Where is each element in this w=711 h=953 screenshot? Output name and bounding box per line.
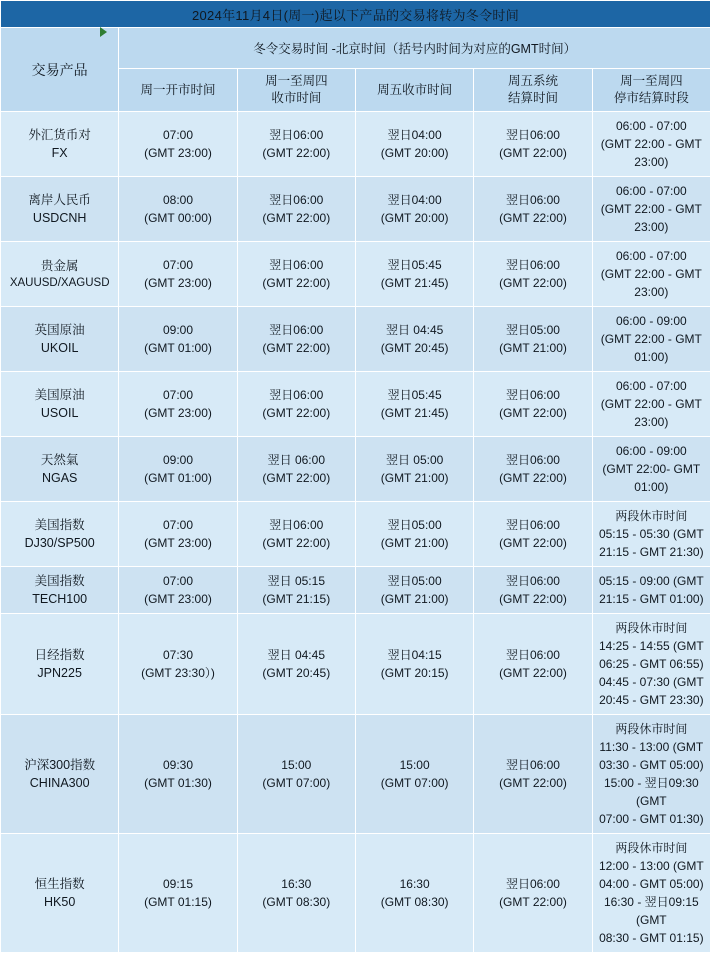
row-fri-settle xyxy=(474,715,592,834)
row-mon-open-l2: (GMT 00:00) xyxy=(144,211,212,225)
row-close xyxy=(237,567,355,614)
row-product-l1: 沪深300指数 xyxy=(24,758,96,773)
row-fri-close xyxy=(355,177,473,242)
row-fri-close-l2: (GMT 08:30) xyxy=(380,895,449,910)
row-product xyxy=(1,437,119,502)
row-close xyxy=(237,715,355,834)
row-break-l1: 06:00 - 07:00 xyxy=(615,379,687,393)
row-close-l2: (GMT 20:45) xyxy=(262,666,331,681)
row-break xyxy=(592,112,710,177)
row-mon-open xyxy=(119,614,237,715)
row-break-l1: 06:00 - 07:00 xyxy=(615,249,687,263)
row-fri-settle-l2: (GMT 22:00) xyxy=(499,776,567,791)
row-product-l1: 恒生指数 xyxy=(34,877,85,892)
row-mon-open-l2: (GMT 01:00) xyxy=(144,341,212,355)
row-break xyxy=(592,177,710,242)
row-product-l2: NGAS xyxy=(41,471,78,485)
row-close-l2: (GMT 21:15) xyxy=(262,592,331,607)
row-product-l1: 天然氣 xyxy=(40,452,79,467)
row-mon-open-l1: 09:30 xyxy=(162,758,193,773)
row-fri-close xyxy=(355,834,473,953)
row-mon-open-l2: (GMT 01:30) xyxy=(144,776,212,791)
row-break-l5: 08:30 - GMT 01:15) xyxy=(599,931,704,946)
row-mon-open-l1: 09:00 xyxy=(162,453,193,467)
row-break-l1: 06:00 - 07:00 xyxy=(615,119,687,133)
row-close-l1: 15:00 xyxy=(281,758,312,773)
row-fri-close-l1: 翌日04:15 xyxy=(387,648,442,663)
row-fri-close-l1: 翌日05:00 xyxy=(387,518,442,532)
row-fri-close-l1: 16:30 xyxy=(399,877,430,892)
row-close-l1: 翌日06:00 xyxy=(269,323,324,337)
row-fri-settle xyxy=(474,372,592,437)
row-mon-open-l2: (GMT 01:00) xyxy=(144,471,212,485)
row-product xyxy=(1,502,119,567)
table-row xyxy=(1,567,711,614)
row-product-l2: UKOIL xyxy=(40,341,79,355)
row-fri-close-l1: 翌日04:00 xyxy=(387,193,442,207)
row-break-l4: 16:30 - 翌日09:15 (GMT xyxy=(603,895,699,928)
row-break-l5: 07:00 - GMT 01:30) xyxy=(599,812,704,827)
row-break-l3: 03:30 - GMT 05:00) xyxy=(599,758,704,773)
header-col-break-l2: 停市结算时段 xyxy=(613,91,689,105)
row-break-l2: (GMT 22:00 - GMT 23:00) xyxy=(600,267,702,299)
row-product-l1: 美国原油 xyxy=(34,387,85,402)
row-break-l1: 两段休市时间 xyxy=(615,841,688,856)
row-product xyxy=(1,177,119,242)
row-close-l2: (GMT 22:00) xyxy=(262,341,331,355)
table-row xyxy=(1,242,711,307)
row-fri-settle-l1: 翌日06:00 xyxy=(505,388,560,402)
row-fri-close-l2: (GMT 21:00) xyxy=(380,471,449,485)
row-fri-settle-l1: 翌日06:00 xyxy=(505,574,560,589)
row-fri-close xyxy=(355,567,473,614)
row-close-l2: (GMT 22:00) xyxy=(262,406,331,420)
row-product-l1: 美国指数 xyxy=(34,574,85,588)
row-break-l3: 21:15 - GMT 21:30) xyxy=(599,545,704,559)
row-mon-open xyxy=(119,502,237,567)
row-mon-open-l2: (GMT 01:15) xyxy=(144,895,212,910)
row-fri-close-l2: (GMT 20:00) xyxy=(380,211,449,225)
header-col-break xyxy=(592,69,710,112)
row-fri-settle-l2: (GMT 22:00) xyxy=(499,592,567,607)
row-mon-open-l2: (GMT 23:00) xyxy=(144,146,212,160)
row-fri-settle xyxy=(474,834,592,953)
row-close xyxy=(237,834,355,953)
row-fri-settle xyxy=(474,437,592,502)
row-fri-settle-l2: (GMT 22:00) xyxy=(499,406,567,420)
row-fri-close xyxy=(355,502,473,567)
row-break-l4: 15:00 - 翌日09:30 (GMT xyxy=(603,776,699,809)
row-fri-settle xyxy=(474,177,592,242)
row-fri-close-l2: (GMT 21:45) xyxy=(380,276,449,290)
header-product-column: 交易产品 xyxy=(1,28,119,112)
header-col-break-l1: 周一至周四 xyxy=(620,74,683,89)
row-fri-settle-l1: 翌日06:00 xyxy=(505,193,560,207)
row-mon-open xyxy=(119,307,237,372)
row-product-l1: 美国指数 xyxy=(34,517,85,532)
row-close-l1: 翌日06:00 xyxy=(269,388,324,402)
row-fri-settle-l1: 翌日06:00 xyxy=(505,258,560,272)
row-fri-settle xyxy=(474,502,592,567)
row-mon-open xyxy=(119,715,237,834)
row-product-l2: FX xyxy=(51,146,68,160)
header-col-fri-settle-l2: 结算时间 xyxy=(507,91,558,105)
row-product xyxy=(1,242,119,307)
table-row xyxy=(1,502,711,567)
row-mon-open-l2: (GMT 23:00) xyxy=(144,592,212,607)
header-col-close-l1: 周一至周四 xyxy=(265,74,328,89)
row-close-l2: (GMT 08:30) xyxy=(262,895,331,910)
row-mon-open-l1: 09:00 xyxy=(162,323,193,337)
green-marker-icon xyxy=(100,27,107,37)
row-mon-open xyxy=(119,567,237,614)
row-product xyxy=(1,715,119,834)
row-break-l2: (GMT 22:00 - GMT 01:00) xyxy=(600,332,702,364)
row-break-l2: (GMT 22:00- GMT 01:00) xyxy=(602,462,701,494)
row-fri-settle-l2: (GMT 22:00) xyxy=(499,276,567,290)
row-mon-open-l2: (GMT 23:00) xyxy=(144,276,212,290)
row-fri-close xyxy=(355,715,473,834)
row-break xyxy=(592,242,710,307)
row-close xyxy=(237,112,355,177)
row-fri-close-l2: (GMT 20:00) xyxy=(380,146,449,160)
row-mon-open-l1: 07:00 xyxy=(162,518,193,532)
row-fri-close xyxy=(355,112,473,177)
row-fri-close-l1: 翌日04:00 xyxy=(387,128,442,142)
row-mon-open xyxy=(119,242,237,307)
row-fri-close-l1: 翌日 04:45 xyxy=(385,323,444,337)
row-mon-open xyxy=(119,372,237,437)
row-close xyxy=(237,242,355,307)
row-mon-open xyxy=(119,437,237,502)
row-break xyxy=(592,437,710,502)
row-break-l2: 14:25 - 14:55 (GMT xyxy=(598,639,704,654)
row-fri-settle-l2: (GMT 22:00) xyxy=(499,536,567,550)
header-band-label: 冬令交易时间 -北京时间（括号内时间为对应的GMT时间） xyxy=(119,28,711,69)
row-fri-close-l2: (GMT 21:00) xyxy=(380,536,449,550)
row-fri-close-l1: 15:00 xyxy=(399,758,430,773)
row-break-l2: (GMT 22:00 - GMT 23:00) xyxy=(600,202,702,234)
row-close-l2: (GMT 22:00) xyxy=(262,276,331,290)
row-mon-open-l1: 09:15 xyxy=(162,877,193,892)
row-mon-open xyxy=(119,112,237,177)
row-break xyxy=(592,567,710,614)
row-product-l2: CHINA300 xyxy=(29,776,90,791)
row-close-l1: 翌日06:00 xyxy=(269,128,324,142)
row-break xyxy=(592,715,710,834)
row-fri-settle-l1: 翌日06:00 xyxy=(505,518,560,532)
row-close-l1: 翌日 06:00 xyxy=(267,453,325,467)
row-product-l2: USOIL xyxy=(40,406,79,420)
row-product xyxy=(1,834,119,953)
row-close xyxy=(237,177,355,242)
table-row xyxy=(1,177,711,242)
header-col-fri-close xyxy=(355,69,473,112)
row-mon-open-l1: 07:00 xyxy=(162,128,193,142)
row-product-l2: JPN225 xyxy=(37,666,82,681)
row-product xyxy=(1,614,119,715)
row-fri-settle-l2: (GMT 22:00) xyxy=(499,471,567,485)
row-close-l1: 翌日 05:15 xyxy=(267,574,325,589)
row-fri-close xyxy=(355,614,473,715)
row-mon-open xyxy=(119,177,237,242)
title-row xyxy=(1,1,711,28)
row-mon-open-l1: 07:30 xyxy=(162,648,193,663)
row-fri-close xyxy=(355,242,473,307)
row-close xyxy=(237,372,355,437)
row-break-l3: 04:00 - GMT 05:00) xyxy=(599,877,704,892)
row-fri-close-l2: (GMT 07:00) xyxy=(380,776,449,791)
row-mon-open-l1: 08:00 xyxy=(162,193,193,207)
row-mon-open-l1: 07:00 xyxy=(162,258,193,272)
row-break-l1: 05:15 - 09:00 (GMT xyxy=(598,574,704,589)
row-break-l2: 12:00 - 13:00 (GMT xyxy=(598,859,704,874)
header-col-mon-open-l1: 周一开市时间 xyxy=(140,82,216,97)
row-break xyxy=(592,834,710,953)
row-fri-close-l1: 翌日05:45 xyxy=(387,258,442,272)
row-fri-settle-l2: (GMT 22:00) xyxy=(499,211,567,225)
row-break-l2: 05:15 - 05:30 (GMT xyxy=(598,527,704,541)
row-fri-close-l1: 翌日 05:00 xyxy=(385,453,444,467)
row-product-l2: HK50 xyxy=(44,895,76,910)
row-close-l2: (GMT 07:00) xyxy=(262,776,331,791)
header-col-fri-settle-l1: 周五系统 xyxy=(507,74,558,89)
row-break-l4: 04:45 - 07:30 (GMT xyxy=(598,675,704,690)
row-break-l2: 11:30 - 13:00 (GMT xyxy=(599,740,704,755)
row-break xyxy=(592,307,710,372)
row-break xyxy=(592,502,710,567)
row-product xyxy=(1,112,119,177)
row-product xyxy=(1,307,119,372)
row-mon-open-l2: (GMT 23:00) xyxy=(144,536,212,550)
row-close xyxy=(237,307,355,372)
row-product-l1: 贵金属 xyxy=(40,258,79,273)
header-band-row xyxy=(1,28,711,69)
row-mon-open-l1: 07:00 xyxy=(162,574,193,589)
row-fri-settle-l1: 翌日06:00 xyxy=(505,128,560,142)
row-product-l1: 离岸人民币 xyxy=(28,192,91,207)
row-break-l1: 两段休市时间 xyxy=(615,621,688,636)
row-product-l2: USDCNH xyxy=(32,211,87,225)
row-fri-close xyxy=(355,307,473,372)
row-break-l2: (GMT 22:00 - GMT 23:00) xyxy=(600,397,702,429)
row-break-l2: 21:15 - GMT 01:00) xyxy=(599,592,704,607)
table-row xyxy=(1,834,711,953)
row-close-l2: (GMT 22:00) xyxy=(262,471,331,485)
table-row xyxy=(1,112,711,177)
header-col-close xyxy=(237,69,355,112)
table-row xyxy=(1,437,711,502)
row-break xyxy=(592,372,710,437)
page-title: 2024年11月4日(周一)起以下产品的交易将转为冬令时间 xyxy=(1,1,711,28)
row-close-l1: 翌日 04:45 xyxy=(267,648,325,663)
row-fri-settle-l2: (GMT 22:00) xyxy=(499,666,567,681)
row-fri-close-l1: 翌日05:45 xyxy=(387,388,442,402)
row-close xyxy=(237,614,355,715)
row-fri-close-l1: 翌日05:00 xyxy=(387,574,442,589)
row-fri-settle xyxy=(474,112,592,177)
row-fri-close-l2: (GMT 21:00) xyxy=(380,592,449,607)
row-break-l2: (GMT 22:00 - GMT 23:00) xyxy=(600,137,702,169)
row-fri-close-l2: (GMT 20:15) xyxy=(380,666,449,681)
row-break-l1: 06:00 - 07:00 xyxy=(615,184,687,198)
row-fri-settle-l2: (GMT 22:00) xyxy=(499,895,567,910)
table-row xyxy=(1,372,711,437)
row-break-l1: 两段休市时间 xyxy=(615,509,688,523)
row-fri-settle-l2: (GMT 21:00) xyxy=(499,341,567,355)
row-break-l1: 06:00 - 09:00 xyxy=(615,444,687,458)
row-fri-close xyxy=(355,437,473,502)
row-close-l2: (GMT 22:00) xyxy=(262,211,331,225)
row-fri-settle-l1: 翌日06:00 xyxy=(505,648,560,663)
row-break-l1: 06:00 - 09:00 xyxy=(615,314,687,328)
row-close-l1: 翌日06:00 xyxy=(269,258,324,272)
row-product-l1: 英国原油 xyxy=(34,322,85,337)
row-fri-settle-l2: (GMT 22:00) xyxy=(499,146,567,160)
row-mon-open-l2: (GMT 23:30）) xyxy=(141,666,215,681)
row-fri-close-l2: (GMT 21:45) xyxy=(380,406,449,420)
row-fri-settle-l1: 翌日06:00 xyxy=(505,758,560,773)
row-mon-open-l2: (GMT 23:00) xyxy=(144,406,212,420)
row-fri-settle-l1: 翌日06:00 xyxy=(505,877,560,892)
row-fri-settle xyxy=(474,307,592,372)
row-fri-settle xyxy=(474,614,592,715)
table-row xyxy=(1,307,711,372)
row-product-l2: TECH100 xyxy=(32,592,88,607)
table-row xyxy=(1,614,711,715)
row-fri-close-l2: (GMT 20:45) xyxy=(380,341,449,355)
row-product-l2: XAUUSD/XAGUSD xyxy=(9,276,110,289)
header-col-fri-close-l1: 周五收市时间 xyxy=(377,82,453,97)
row-fri-settle xyxy=(474,567,592,614)
header-col-fri-settle xyxy=(474,69,592,112)
row-close xyxy=(237,437,355,502)
row-product xyxy=(1,567,119,614)
row-product-l2: DJ30/SP500 xyxy=(24,536,95,550)
row-close-l1: 16:30 xyxy=(281,877,312,892)
table-row xyxy=(1,715,711,834)
header-col-close-l2: 收市时间 xyxy=(271,91,322,105)
row-product-l1: 日经指数 xyxy=(34,648,85,663)
row-close-l1: 翌日06:00 xyxy=(269,193,324,207)
row-product xyxy=(1,372,119,437)
row-mon-open xyxy=(119,834,237,953)
row-fri-settle-l1: 翌日05:00 xyxy=(505,323,560,337)
row-close-l1: 翌日06:00 xyxy=(269,518,324,532)
row-fri-settle xyxy=(474,242,592,307)
row-break-l1: 两段休市时间 xyxy=(615,722,688,737)
row-fri-close xyxy=(355,372,473,437)
row-close xyxy=(237,502,355,567)
row-close-l2: (GMT 22:00) xyxy=(262,146,331,160)
row-mon-open-l1: 07:00 xyxy=(162,388,193,402)
row-close-l2: (GMT 22:00) xyxy=(262,536,331,550)
row-product-l1: 外汇货币对 xyxy=(28,127,91,142)
header-col-mon-open xyxy=(119,69,237,112)
row-break xyxy=(592,614,710,715)
row-break-l3: 06:25 - GMT 06:55) xyxy=(599,657,704,672)
row-fri-settle-l1: 翌日06:00 xyxy=(505,453,560,467)
row-break-l5: 20:45 - GMT 23:30) xyxy=(599,693,704,708)
